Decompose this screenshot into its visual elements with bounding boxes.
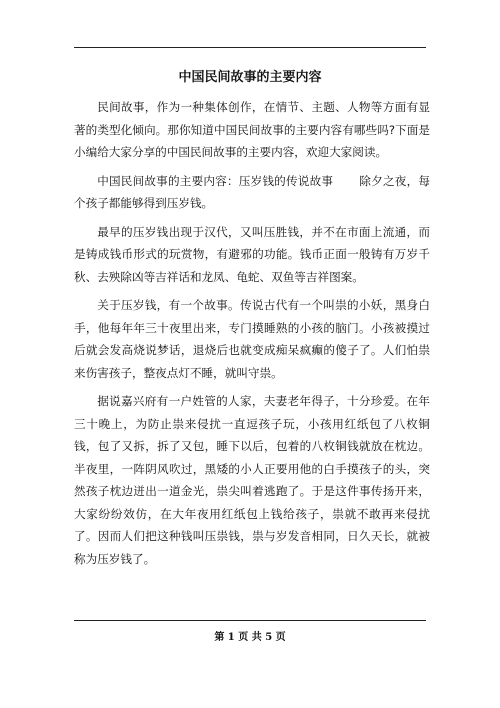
footer-rule bbox=[74, 620, 426, 621]
topic-lead: 中国民间故事的主要内容：压岁钱的传说故事 bbox=[97, 173, 334, 188]
page-number: 第 1 页 共 5 页 bbox=[214, 632, 286, 643]
document-title: 中国民间故事的主要内容 bbox=[178, 70, 322, 85]
topic-tail: 除夕之夜，每个孩子都能够得到压岁钱。 bbox=[74, 173, 430, 210]
paragraph-legend: 关于压岁钱，有一个故事。传说古代有一个叫祟的小妖，黑身白手，他每年年三十夜里出来，专门摸睡熟的小孩的脑门。小孩被摸过后就会发高烧说梦话，退烧后也就变成痴呆疯癫的傻子了。人们怕祟来伤害孩子，整夜点灯不睡，就叫守祟。 bbox=[74, 298, 430, 380]
paragraph-story: 据说嘉兴府有一户姓管的人家，夫妻老年得子，十分珍爱。在年三十晚上，为防止祟来侵扰一直逗孩子玩，小孩用红纸包了八枚铜钱，包了又拆，拆了又包，睡下以后，包着的八枚铜钱就放在枕边。半夜里，一阵阴风吹过，黑矮的小人正要用他的白手摸孩子的头，突然孩子枕边迸出一道金光，祟尖叫着逃跑了。于是这件事传扬开来，大家纷纷效仿，在大年夜用红纸包上钱给孩子，祟就不敢再来侵扰了。因而人们把这种钱叫压祟钱，祟与岁发音相同，日久天长，就被称为压岁钱了。 bbox=[74, 394, 430, 566]
document-body bbox=[74, 96, 430, 576]
paragraph-intro: 民间故事，作为一种集体创作，在情节、主题、人物等方面有显著的类型化倾向。那你知道中国民间故事的主要内容有哪些吗?下面是小编给大家分享的中国民间故事的主要内容，欢迎大家阅读。 bbox=[74, 100, 430, 159]
paragraph-topic bbox=[74, 170, 430, 215]
paragraph-origin: 最早的压岁钱出现于汉代，又叫压胜钱，并不在市面上流通，而是铸成钱币形式的玩赏物，有避邪的功能。钱币正面一般铸有万岁千秋、去殃除凶等吉祥话和龙凤、龟蛇、双鱼等吉祥图案。 bbox=[74, 224, 430, 284]
header-rule bbox=[74, 47, 426, 48]
